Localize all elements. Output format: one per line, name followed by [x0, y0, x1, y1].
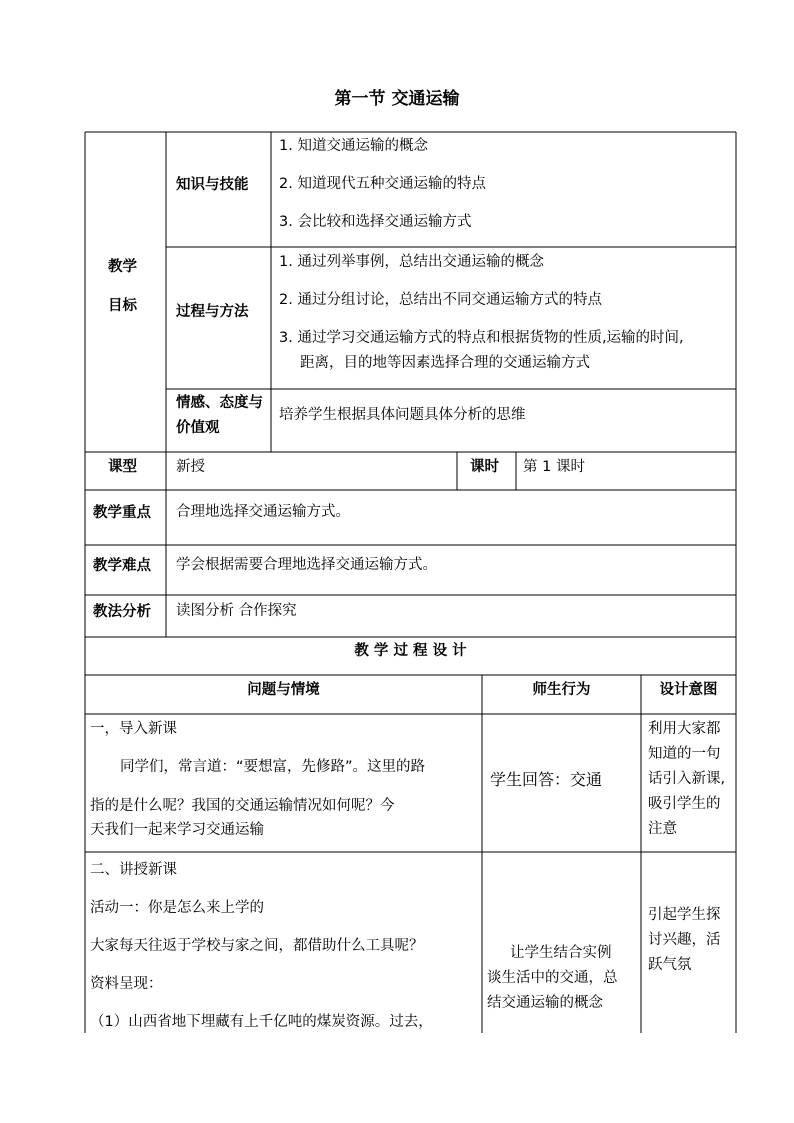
- knowledge-item: 3. 会比较和选择交通运输方式: [279, 214, 472, 230]
- section2-action-line: 让学生结合实例: [510, 945, 612, 961]
- section1-line: 指的是什么呢？我国的交通运输情况如何呢？今: [90, 798, 395, 814]
- objectives-label-line2: 目标: [108, 298, 137, 314]
- method-value: 读图分析 合作探究: [176, 603, 297, 619]
- column-header-intent: 设计意图: [659, 682, 718, 698]
- section1-intent-line: 知道的一句: [648, 746, 721, 762]
- emotion-label-line2: 价值观: [176, 420, 220, 436]
- method-label: 教法分析: [93, 604, 151, 620]
- knowledge-label: 知识与技能: [176, 177, 249, 193]
- lesson-type-value: 新授: [176, 459, 205, 475]
- section2-line: 资料呈现：: [90, 976, 163, 992]
- emotion-label-line1: 情感、态度与: [176, 395, 263, 411]
- section2-intent-line: 引起学生探: [648, 907, 721, 923]
- process-item: 3. 通过学习交通运输方式的特点和根据货物的性质,运输的时间,: [279, 330, 684, 346]
- section2-heading: 二、讲授新课: [90, 862, 177, 878]
- section2-intent-line: 跃气氛: [648, 957, 692, 973]
- process-item: 1. 通过列举事例，总结出交通运输的概念: [279, 254, 544, 270]
- section2-line: 大家每天往返于学校与家之间，都借助什么工具呢？: [90, 938, 424, 954]
- column-header-action: 师生行为: [532, 682, 591, 698]
- knowledge-item: 2. 知道现代五种交通运输的特点: [279, 176, 486, 192]
- section1-action: 学生回答：交通: [490, 770, 603, 789]
- key-point-value: 合理地选择交通运输方式。: [176, 504, 350, 520]
- difficulty-label: 教学难点: [93, 558, 151, 574]
- difficulty-value: 学会根据需要合理地选择交通运输方式。: [176, 557, 437, 573]
- process-design-heading: 教 学 过 程 设 计: [354, 643, 467, 659]
- knowledge-item: 1. 知道交通运输的概念: [279, 138, 428, 154]
- section2-action-line: 结交通运输的概念: [487, 995, 603, 1011]
- section1-intent-line: 吸引学生的: [648, 796, 721, 812]
- column-header-problem: 问题与情境: [247, 682, 320, 698]
- section1-intent-line: 注意: [648, 821, 677, 837]
- section2-intent-line: 讨兴趣，活: [648, 932, 721, 948]
- period-label: 课时: [470, 459, 499, 475]
- section1-line: 天我们一起来学习交通运输: [90, 822, 264, 838]
- section1-line: 同学们，常言道：“要想富，先修路”。这里的路: [120, 759, 426, 775]
- process-item: 2. 通过分组讨论，总结出不同交通运输方式的特点: [279, 292, 602, 308]
- lesson-type-label: 课型: [108, 459, 137, 475]
- page-title: 第一节 交通运输: [334, 89, 460, 109]
- section1-intent-line: 话引入新课,: [648, 771, 726, 787]
- process-label: 过程与方法: [176, 304, 249, 320]
- section2-line: 活动一：你是怎么来上学的: [90, 900, 264, 916]
- process-item-continued: 距离，目的地等因素选择合理的交通运输方式: [300, 355, 590, 371]
- objectives-label-line1: 教学: [108, 259, 137, 275]
- section1-heading: 一，导入新课: [90, 721, 177, 737]
- section2-line: （1）山西省地下埋藏有上千亿吨的煤炭资源。过去，: [90, 1014, 433, 1030]
- key-point-label: 教学重点: [93, 505, 151, 521]
- section2-action-line: 谈生活中的交通，总: [487, 970, 618, 986]
- section1-intent-line: 利用大家都: [648, 721, 721, 737]
- emotion-text: 培养学生根据具体问题具体分析的思维: [279, 407, 526, 423]
- period-value: 第 1 课时: [523, 459, 585, 475]
